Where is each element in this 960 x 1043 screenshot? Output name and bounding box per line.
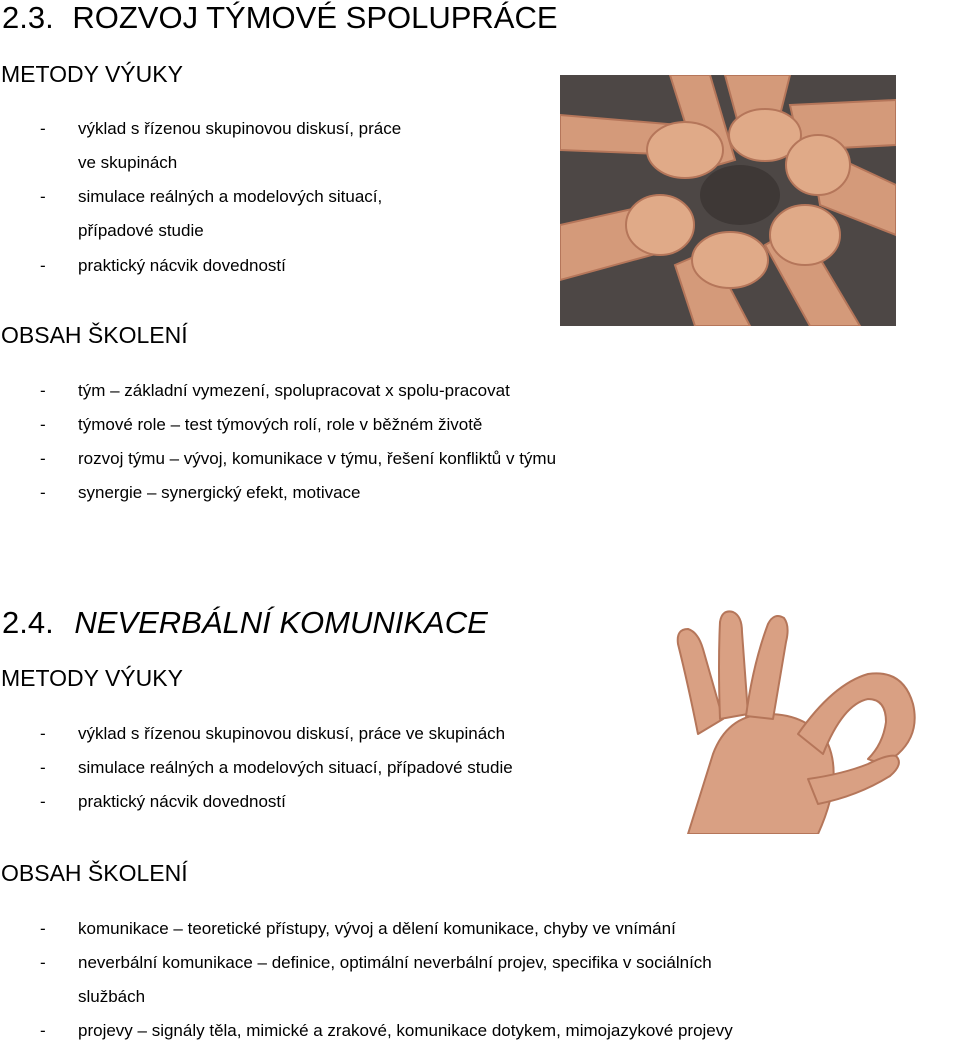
linked-hands-photo-svg xyxy=(560,75,896,326)
section-2-methods-heading: METODY VÝUKY xyxy=(1,665,183,691)
section-2-method-2: - simulace reálných a modelových situací, případové studie xyxy=(40,758,513,777)
section-2-number: 2.4. xyxy=(2,605,54,640)
ok-hand-gesture-photo xyxy=(658,604,958,834)
section-2-content-1: - komunikace – teoretické přístupy, vývoj a dělení komunikace, chyby ve vnímání xyxy=(40,919,676,938)
section-1-methods-heading: METODY VÝUKY xyxy=(1,61,183,87)
section-1-content-4: - synergie – synergický efekt, motivace xyxy=(40,483,361,502)
linked-hands-photo xyxy=(560,75,896,326)
section-2-content-3: - projevy – signály těla, mimické a zrakové, komunikace dotykem, mimojazykové projevy xyxy=(40,1021,733,1040)
ok-hand-gesture-photo-svg xyxy=(658,604,958,834)
section-1-number: 2.3. xyxy=(2,0,54,35)
section-2-method-3: - praktický nácvik dovedností xyxy=(40,792,286,811)
section-1-content-2: - týmové role – test týmových rolí, role v běžném životě xyxy=(40,415,483,434)
section-1-content-3: - rozvoj týmu – vývoj, komunikace v týmu, řešení konfliktů v týmu xyxy=(40,449,557,468)
section-1-method-1-cont: ve skupinách xyxy=(78,153,178,172)
section-2-title xyxy=(2,605,488,641)
section-1-content-heading: OBSAH ŠKOLENÍ xyxy=(1,322,188,348)
section-2-title-text: NEVERBÁLNÍ KOMUNIKACE xyxy=(74,605,488,640)
section-1-method-2: - simulace reálných a modelových situací, xyxy=(40,187,383,206)
section-1-method-1: - výklad s řízenou skupinovou diskusí, práce xyxy=(40,119,402,138)
section-1-title-text: ROZVOJ TÝMOVÉ SPOLUPRÁCE xyxy=(72,0,558,35)
section-1-content-1: - tým – základní vymezení, spolupracovat x spolu-pracovat xyxy=(40,381,510,400)
section-2-content-heading: OBSAH ŠKOLENÍ xyxy=(1,860,188,886)
section-1-method-3: - praktický nácvik dovedností xyxy=(40,256,286,275)
section-1-method-2-cont: případové studie xyxy=(78,221,204,240)
section-2-method-1: - výklad s řízenou skupinovou diskusí, práce ve skupinách xyxy=(40,724,506,743)
section-1-title xyxy=(2,0,558,36)
section-2-content-2-cont: službách xyxy=(78,987,146,1006)
section-2-content-2: - neverbální komunikace – definice, optimální neverbální projev, specifika v sociálních xyxy=(40,953,712,972)
